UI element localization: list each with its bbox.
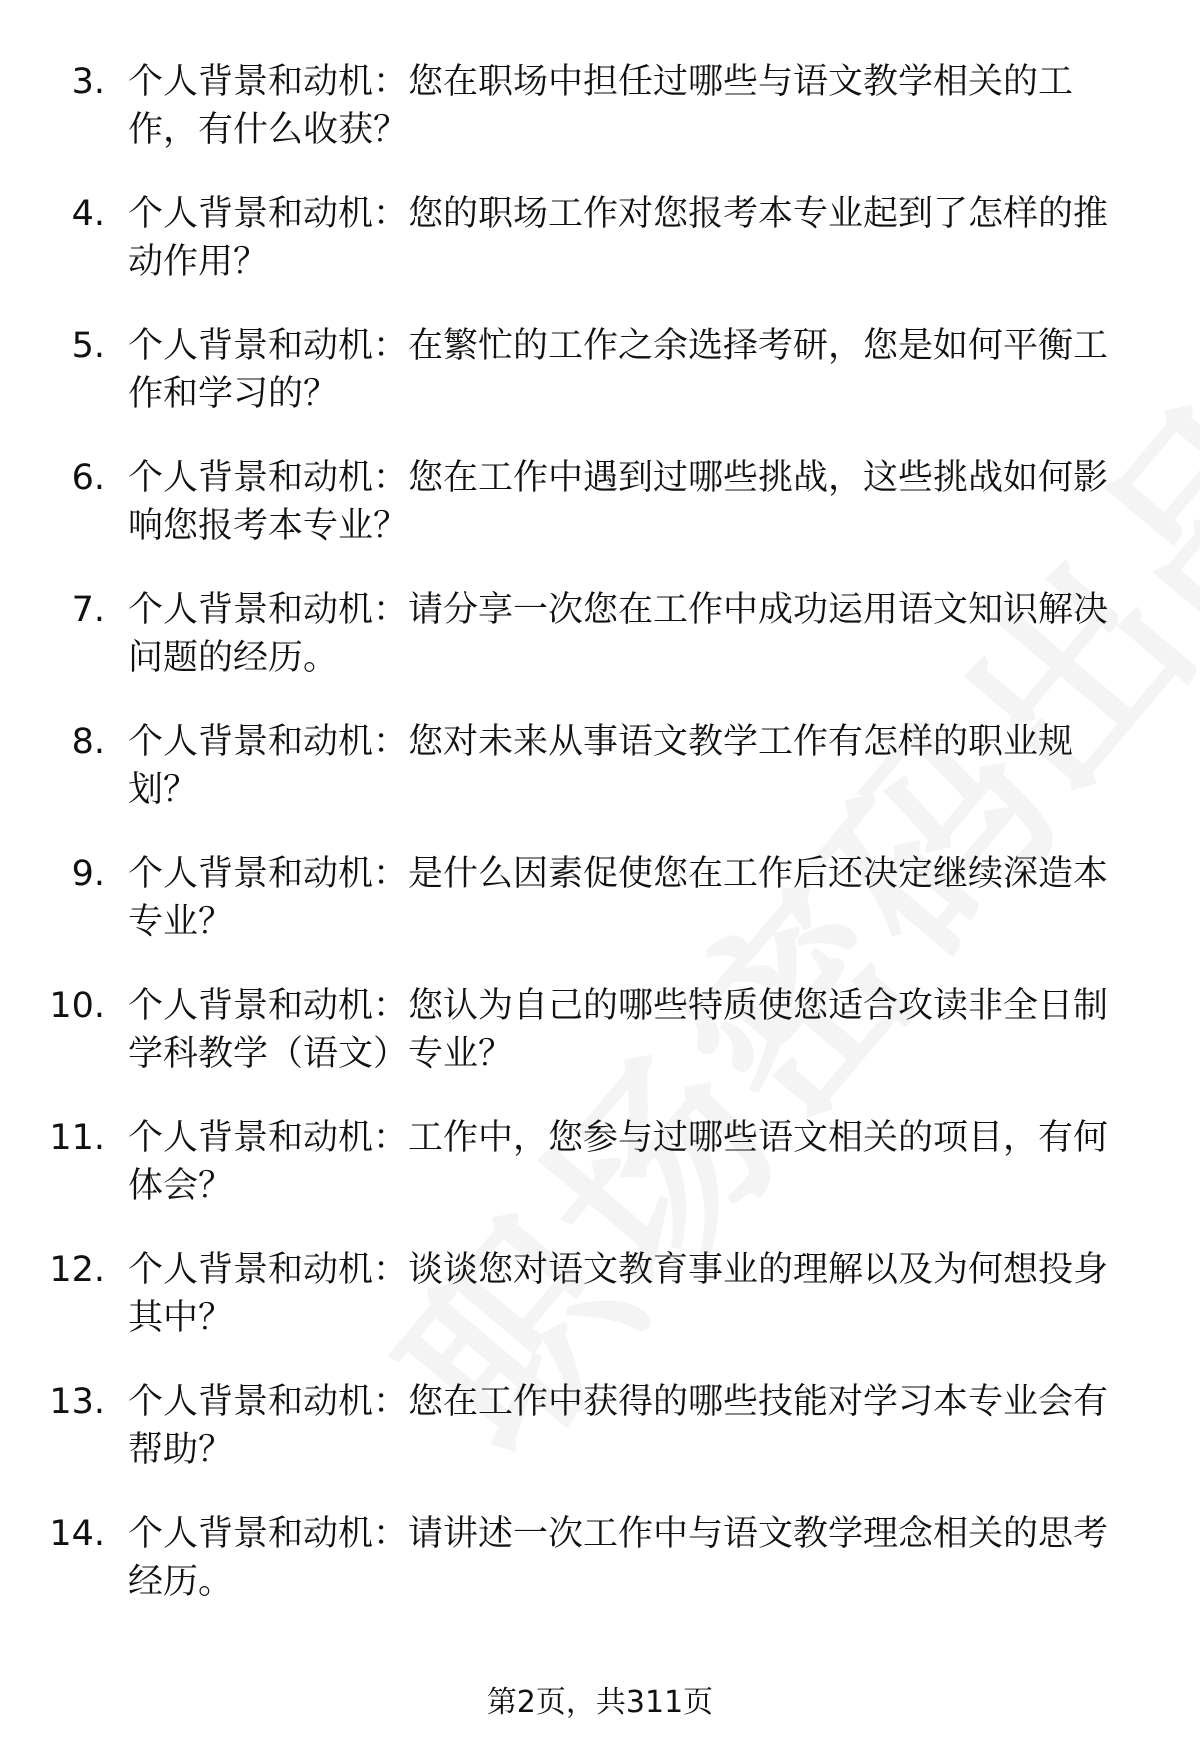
question-number: 10. (49, 986, 105, 1026)
question-number: 8. (71, 722, 105, 762)
question-item (0, 58, 1200, 190)
question-text: 个人背景和动机：您的职场工作对您报考本专业起到了怎样的推动作用？ (128, 194, 1109, 282)
question-item (0, 1246, 1200, 1378)
question-text: 个人背景和动机：工作中，您参与过哪些语文相关的项目，有何体会？ (128, 1118, 1109, 1206)
question-item (0, 190, 1200, 322)
question-item (0, 1378, 1200, 1510)
question-item (0, 454, 1200, 586)
question-number: 3. (71, 62, 105, 102)
question-number: 7. (71, 590, 105, 630)
question-number: 13. (49, 1382, 105, 1422)
question-number: 11. (49, 1118, 105, 1158)
question-number: 5. (71, 326, 105, 366)
question-text: 个人背景和动机：在繁忙的工作之余选择考研，您是如何平衡工作和学习的？ (128, 326, 1109, 414)
question-item (0, 322, 1200, 454)
question-item (0, 1510, 1200, 1642)
question-text: 个人背景和动机：您在工作中遇到过哪些挑战，这些挑战如何影响您报考本专业？ (128, 458, 1109, 546)
question-number: 4. (71, 194, 105, 234)
page-number-footer: 第2页，共311页 (486, 1685, 714, 1720)
question-item (0, 586, 1200, 718)
question-item (0, 718, 1200, 850)
question-number: 12. (49, 1250, 105, 1290)
question-text: 个人背景和动机：您对未来从事语文教学工作有怎样的职业规划？ (128, 722, 1074, 810)
question-text: 个人背景和动机：请分享一次您在工作中成功运用语文知识解决问题的经历。 (128, 590, 1109, 678)
question-number: 9. (71, 854, 105, 894)
question-text: 个人背景和动机：请讲述一次工作中与语文教学理念相关的思考经历。 (128, 1514, 1109, 1602)
question-list (0, 58, 1200, 1642)
question-item (0, 1114, 1200, 1246)
question-text: 个人背景和动机：谈谈您对语文教育事业的理解以及为何想投身其中？ (128, 1250, 1109, 1338)
question-item (0, 850, 1200, 982)
question-text: 个人背景和动机：您认为自己的哪些特质使您适合攻读非全日制学科教学（语文）专业？ (128, 986, 1109, 1074)
question-number: 6. (71, 458, 105, 498)
question-text: 个人背景和动机：您在职场中担任过哪些与语文教学相关的工作，有什么收获？ (128, 62, 1074, 150)
question-text: 个人背景和动机：您在工作中获得的哪些技能对学习本专业会有帮助？ (128, 1382, 1109, 1470)
question-text: 个人背景和动机：是什么因素促使您在工作后还决定继续深造本专业？ (128, 854, 1109, 942)
question-item (0, 982, 1200, 1114)
question-number: 14. (49, 1514, 105, 1554)
